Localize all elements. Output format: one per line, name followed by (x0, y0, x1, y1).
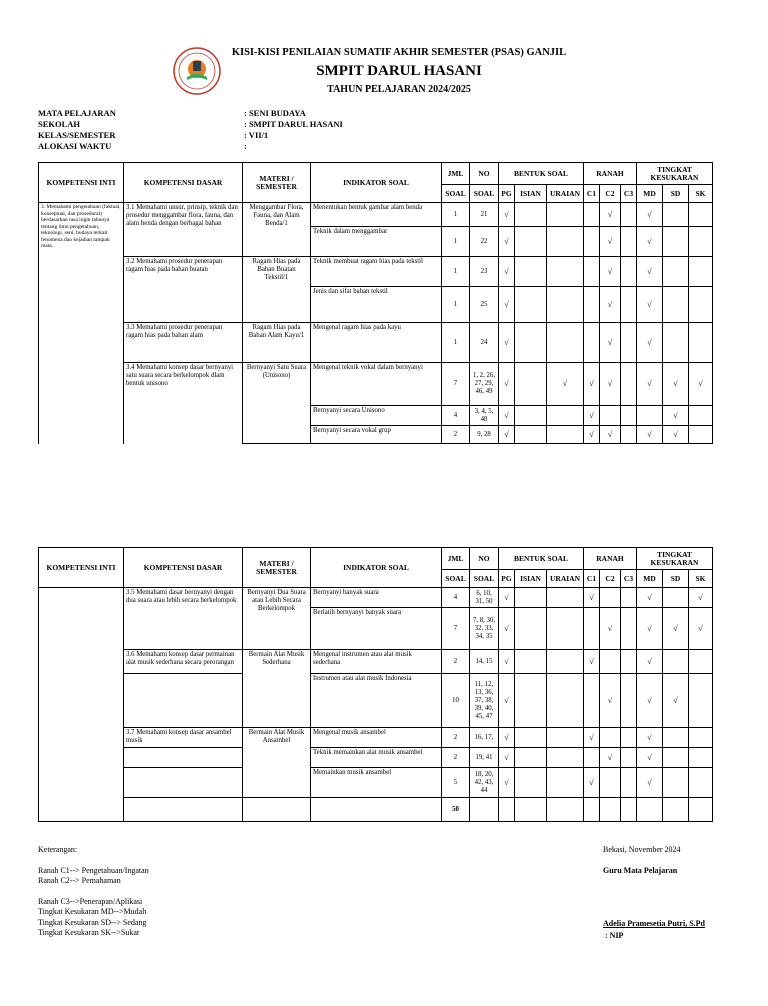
header-isian: ISIAN (515, 570, 547, 588)
notes-line: Ranah C1--> Pengetahuan/Ingatan (38, 865, 149, 875)
header-c2: C2 (600, 570, 621, 588)
check-sd: √ (663, 426, 689, 444)
indikator-cell: Memainkan musik ansambel (311, 768, 442, 798)
check-c2: √ (600, 287, 621, 323)
check-pg: √ (499, 203, 515, 227)
check-md: √ (637, 588, 663, 608)
check-c1: √ (584, 728, 600, 748)
table-row (39, 588, 713, 608)
kd-cell: 3.5 Memahami dasar bernyanyi dengan dua suara atau lebih secara berkelompok (124, 588, 243, 650)
info-label: SEKOLAH (38, 119, 81, 129)
info-label: MATA PELAJARAN (38, 108, 116, 118)
check-uraian: √ (547, 363, 584, 406)
check-pg: √ (499, 748, 515, 768)
jml-cell: 1 (442, 257, 470, 287)
indikator-cell: Bernyanyi secara Unisono (311, 406, 442, 426)
check-c2: √ (600, 257, 621, 287)
header-md: MD (637, 185, 663, 203)
header-sk: SK (689, 570, 713, 588)
jml-cell: 4 (442, 406, 470, 426)
header-ki: KOMPETENSI INTI (39, 163, 124, 203)
check-md: √ (637, 426, 663, 444)
header-c1: C1 (584, 185, 600, 203)
no-cell: 23 (470, 257, 499, 287)
check-c1: √ (584, 426, 600, 444)
header-bentuk: BENTUK SOAL (499, 163, 584, 185)
kd-cell: 3.6 Memahami konsep dasar permainan alat musik sederhana secara perorangan (124, 650, 243, 674)
no-cell: 21 (470, 203, 499, 227)
header-ranah: RANAH (584, 548, 637, 570)
table-row (39, 674, 713, 728)
check-md: √ (637, 768, 663, 798)
info-value: : SENI BUDAYA (244, 108, 306, 118)
kd-cell (124, 768, 243, 798)
indikator-cell: Mengenal musik ansambel (311, 728, 442, 748)
no-cell: 14, 15 (470, 650, 499, 674)
table-row (39, 203, 713, 227)
total-cell: 50 (442, 798, 470, 822)
table-row (39, 748, 713, 768)
ki-cell: 3. Memahami pengetahuan (faktual, konseptual, dan prosedural) berdasarkan rasa ingin tahunya tentang ilmu pengetahuan, teknologi, seni, budaya terkait fenomena dan kejadian tampak mata. (39, 203, 124, 444)
header-jml: JML (442, 163, 470, 185)
check-md: √ (637, 728, 663, 748)
materi-cell: Bermain Alat Musik Ansambel (243, 728, 311, 798)
check-c2: √ (600, 323, 621, 363)
header-uraian: URAIAN (547, 185, 584, 203)
notes-line: Tingkat Kesukaran MD-->Mudah (38, 907, 147, 916)
header-sd: SD (663, 185, 689, 203)
header-c3: C3 (621, 185, 637, 203)
header-soal: SOAL (470, 185, 499, 203)
header-soal: SOAL (470, 570, 499, 588)
header-jml: JML (442, 548, 470, 570)
check-md: √ (637, 674, 663, 728)
jml-cell: 10 (442, 674, 470, 728)
info-value: : (244, 141, 247, 151)
check-c1: √ (584, 406, 600, 426)
indikator-cell: Teknik membuat ragam hias pada tekstil (311, 257, 442, 287)
table-row-total (39, 798, 713, 822)
check-c1: √ (584, 650, 600, 674)
check-md: √ (637, 203, 663, 227)
indikator-cell: Mengenal ragam hias pada kayu (311, 323, 442, 363)
check-sd: √ (663, 608, 689, 650)
check-pg: √ (499, 426, 515, 444)
kd-cell (124, 674, 243, 728)
no-cell: 22 (470, 227, 499, 257)
check-c2: √ (600, 363, 621, 406)
header-c3: C3 (621, 570, 637, 588)
header-uraian: URAIAN (547, 570, 584, 588)
sign-place-date: Bekasi, November 2024 (603, 845, 681, 854)
jml-cell: 1 (442, 323, 470, 363)
no-cell: 16, 17, (470, 728, 499, 748)
table-row (39, 257, 713, 287)
check-pg: √ (499, 650, 515, 674)
academic-year: TAHUN PELAJARAN 2024/2025 (327, 84, 471, 95)
check-md: √ (637, 608, 663, 650)
header-soal: SOAL (442, 570, 470, 588)
no-cell: 24 (470, 323, 499, 363)
sign-nip: : NIP (605, 931, 624, 940)
check-c2: √ (600, 674, 621, 728)
check-md: √ (637, 227, 663, 257)
check-md: √ (637, 650, 663, 674)
table-row (39, 363, 713, 406)
no-cell: 11, 12, 13, 36, 37, 38, 39, 40, 45, 47 (470, 674, 499, 728)
school-name: SMPIT DARUL HASANI (316, 63, 482, 79)
kd-cell: 3.3 Memahami prosedur penerapan ragam hias pada bahan alam (124, 323, 243, 363)
table-row (39, 768, 713, 798)
materi-cell: Bernyanyi Dua Suara atau Lebih Secara Berkelompok (243, 588, 311, 650)
check-pg: √ (499, 363, 515, 406)
materi-cell: Ragam Hias pada Bahan Buatan Tekstil/1 (243, 257, 311, 323)
document-info (38, 108, 343, 152)
no-cell: 3, 4, 5, 48 (470, 406, 499, 426)
header-bentuk: BENTUK SOAL (499, 548, 584, 570)
check-c1: √ (584, 588, 600, 608)
check-pg: √ (499, 257, 515, 287)
sign-name: Adelia Pramesetia Putri, S.Pd (603, 919, 705, 928)
header-indikator: INDIKATOR SOAL (311, 548, 442, 588)
no-cell: 18, 20, 42, 43, 44 (470, 768, 499, 798)
check-sk: √ (689, 363, 713, 406)
header-pg: PG (499, 185, 515, 203)
no-cell: 6, 10, 31, 50 (470, 588, 499, 608)
check-c1: √ (584, 363, 600, 406)
kd-cell: 3.4 Memahami konsep dasar bernyanyi satu suara secara berkelompok dlam bentuk unisono (124, 363, 243, 444)
no-cell: 9, 28 (470, 426, 499, 444)
document-title: KISI-KISI PENILAIAN SUMATIF AKHIR SEMESTER (PSAS) GANJIL (231, 47, 567, 58)
indikator-cell: Instrumen atau alat musik Indonesia (311, 674, 442, 728)
check-c2: √ (600, 608, 621, 650)
check-md: √ (637, 323, 663, 363)
indikator-cell: Menentukan bentuk gambar alam benda (311, 203, 442, 227)
no-cell: 7, 8, 30, 32, 33, 34, 35 (470, 608, 499, 650)
header-materi: MATERI / SEMESTER (243, 548, 311, 588)
kd-cell: 3.7 Memahami konsep dasar ansambel musik (124, 728, 243, 748)
indikator-cell: Bernyanyi secara vokal grup (311, 426, 442, 444)
check-pg: √ (499, 674, 515, 728)
notes-line: Tingkat Kesukaran SD--> Sedang (38, 917, 147, 927)
check-md: √ (637, 287, 663, 323)
jml-cell: 1 (442, 203, 470, 227)
check-pg: √ (499, 287, 515, 323)
jml-cell: 5 (442, 768, 470, 798)
jml-cell: 1 (442, 287, 470, 323)
notes-title: Keterangan: (38, 845, 78, 854)
header-tingkat: TINGKAT KESUKARAN (637, 548, 713, 570)
check-sk: √ (689, 608, 713, 650)
notes-line: Ranah C3-->Penerapan/Aplikasi (38, 896, 143, 906)
header-c2: C2 (600, 185, 621, 203)
check-c2: √ (600, 203, 621, 227)
header-indikator: INDIKATOR SOAL (311, 163, 442, 203)
header-kd: KOMPETENSI DASAR (124, 163, 243, 203)
materi-cell: Bermain Alat Musik Sederhana (243, 650, 311, 728)
table-row (39, 728, 713, 748)
materi-cell: Ragam Hias pada Bahan Alam Kayu/1 (243, 323, 311, 363)
info-value: : SMPIT DARUL HASANI (244, 119, 343, 129)
kd-cell (124, 748, 243, 768)
info-label: ALOKASI WAKTU (38, 141, 112, 151)
grid-table-1 (38, 162, 713, 444)
header-materi: MATERI / SEMESTER (243, 163, 311, 203)
header-sk: SK (689, 185, 713, 203)
check-c1: √ (584, 768, 600, 798)
indikator-cell: Berlatih bernyanyi banyak suara (311, 608, 442, 650)
indikator-cell: Jenis dan sifat bahan tekstil (311, 287, 442, 323)
jml-cell: 1 (442, 227, 470, 257)
check-md: √ (637, 748, 663, 768)
jml-cell: 4 (442, 588, 470, 608)
info-label: KELAS/SEMESTER (38, 130, 116, 140)
legend-notes (38, 845, 149, 939)
check-md: √ (637, 363, 663, 406)
no-cell: 25 (470, 287, 499, 323)
indikator-cell: Teknik memainkan alat musik ansambel (311, 748, 442, 768)
header-no: NO (470, 163, 499, 185)
no-cell: 1, 2, 26, 27, 29, 46, 49 (470, 363, 499, 406)
jml-cell: 2 (442, 748, 470, 768)
header-ki: KOMPETENSI INTI (39, 548, 124, 588)
indikator-cell: Mengenal instrumen atau alat musik sederhana (311, 650, 442, 674)
indikator-cell: Mengenal teknik vokal dalam bernyanyi (311, 363, 442, 406)
jml-cell: 2 (442, 728, 470, 748)
header-kd: KOMPETENSI DASAR (124, 548, 243, 588)
jml-cell: 2 (442, 650, 470, 674)
header-ranah: RANAH (584, 163, 637, 185)
check-md: √ (637, 257, 663, 287)
no-cell: 19, 41 (470, 748, 499, 768)
indikator-cell: Teknik dalam menggambar (311, 227, 442, 257)
header-pg: PG (499, 570, 515, 588)
kd-cell: 3.2 Memahami prosedur penerapan ragam hias pada bahan buatan (124, 257, 243, 323)
jml-cell: 7 (442, 363, 470, 406)
check-c2: √ (600, 426, 621, 444)
check-pg: √ (499, 406, 515, 426)
sign-role: Guru Mata Pelajaran (603, 866, 678, 875)
header-no: NO (470, 548, 499, 570)
check-sk: √ (689, 588, 713, 608)
kd-cell: 3.1 Memahami unsur, prinsip, teknik dan prosedur menggambar flora, fauna, dan alam benda dengan berbagai bahan (124, 203, 243, 257)
jml-cell: 7 (442, 608, 470, 650)
check-c2: √ (600, 227, 621, 257)
notes-line: Tingkat Kesukaran SK-->Sukar (38, 928, 140, 937)
check-sd: √ (663, 674, 689, 728)
check-pg: √ (499, 588, 515, 608)
header-c1: C1 (584, 570, 600, 588)
header-md: MD (637, 570, 663, 588)
check-pg: √ (499, 768, 515, 798)
header-isian: ISIAN (515, 185, 547, 203)
materi-cell: Bernyanyi Satu Suara (Unisono) (243, 363, 311, 444)
header-sd: SD (663, 570, 689, 588)
check-pg: √ (499, 728, 515, 748)
header-tingkat: TINGKAT KESUKARAN (637, 163, 713, 185)
indikator-cell: Bernyanyi banyak suara (311, 588, 442, 608)
materi-cell: Menggambar Flora, Fauna, dan Alam Benda/1 (243, 203, 311, 257)
notes-line: Ranah C2--> Pemahaman (38, 876, 121, 885)
check-sd: √ (663, 406, 689, 426)
header-soal: SOAL (442, 185, 470, 203)
table-row (39, 323, 713, 363)
ki-cell (39, 588, 124, 822)
grid-table-2 (38, 547, 713, 822)
check-pg: √ (499, 608, 515, 650)
check-sd: √ (663, 363, 689, 406)
info-value: : VII/1 (244, 130, 269, 140)
check-pg: √ (499, 323, 515, 363)
table-row (39, 650, 713, 674)
jml-cell: 2 (442, 426, 470, 444)
check-c2: √ (600, 748, 621, 768)
check-pg: √ (499, 227, 515, 257)
